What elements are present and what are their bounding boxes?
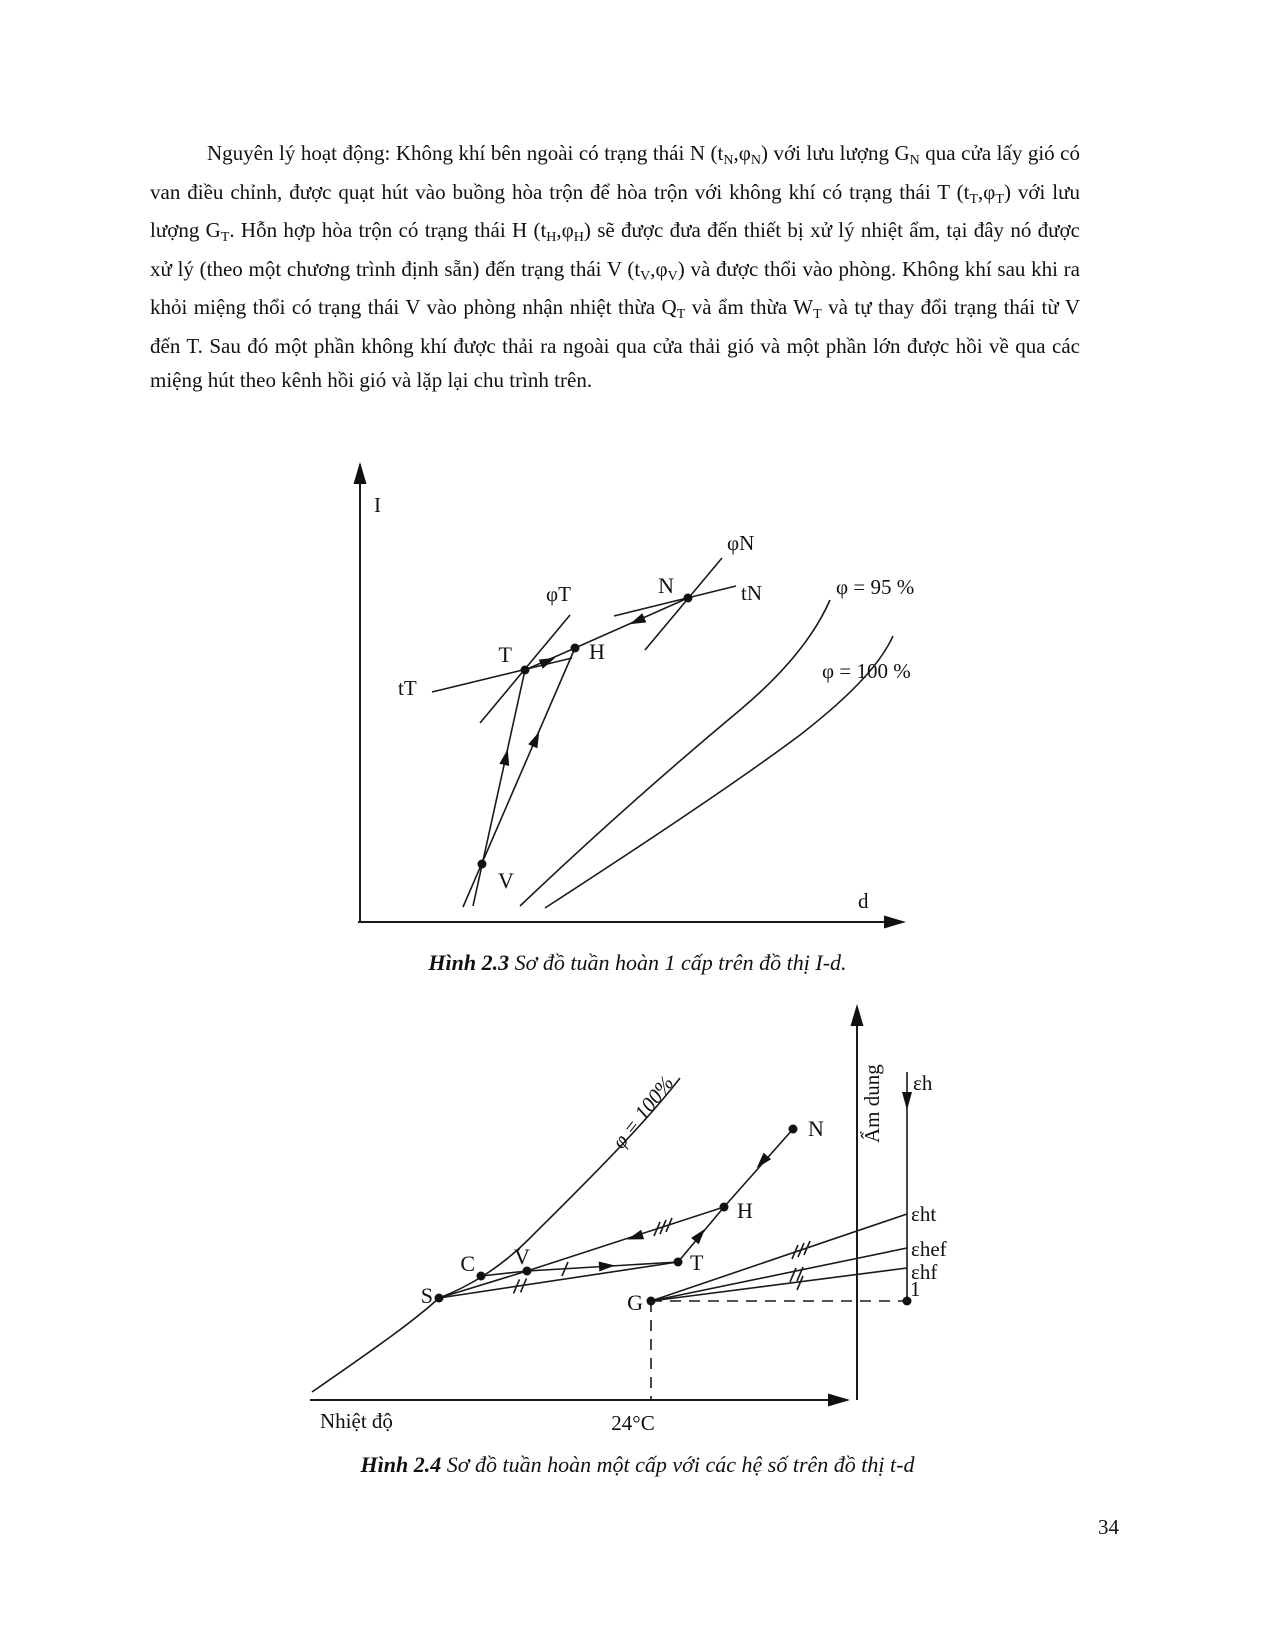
epsilon-hef-label: εhef xyxy=(911,1237,947,1261)
figure-2-3-caption xyxy=(0,950,1275,976)
paragraph-subscript: T xyxy=(220,230,230,245)
paragraph-subscript: V xyxy=(667,268,678,284)
epsilon-scale-arrow-icon xyxy=(902,1092,912,1110)
paragraph-text: . Hỗn hợp hòa trộn có trạng thái H (t xyxy=(229,218,547,242)
paragraph-subscript: T xyxy=(813,307,822,322)
figure-2-4-caption-number: Hình 2.4 xyxy=(360,1452,442,1477)
fig2-dashed-lines xyxy=(651,1301,903,1399)
paragraph-subscript: H xyxy=(546,230,557,245)
paragraph-text: ) với lưu lượng G xyxy=(760,141,910,165)
paragraph-text: ,φ xyxy=(978,179,996,204)
figure-2-4-caption xyxy=(0,1452,1275,1478)
point-v-label: V xyxy=(514,1244,530,1269)
t-n-line-label: tN xyxy=(741,581,762,605)
arrow-n-to-h-icon xyxy=(630,613,647,624)
temperature-axis-label: Nhiệt độ xyxy=(320,1409,393,1433)
figure-2-4-caption-text: Sơ đồ tuần hoàn một cấp với các hệ số trên đồ thị t-d xyxy=(441,1452,915,1477)
paragraph-subscript: V xyxy=(640,268,651,284)
humidity-axis-label: Ẩm dung xyxy=(860,1064,884,1143)
moisture-axis-label: d xyxy=(858,889,869,913)
paragraph-subscript: N xyxy=(750,153,761,168)
phi100-curve-label: φ = 100% xyxy=(607,1071,679,1154)
phi-n-line-label: φN xyxy=(727,531,755,555)
point-h-label: H xyxy=(737,1198,753,1223)
paragraph-subscript: T xyxy=(995,191,1004,207)
humidity-axis-arrow-icon xyxy=(851,1004,864,1026)
fig2-labels xyxy=(320,1064,947,1435)
figure-2-3-caption-number: Hình 2.3 xyxy=(428,950,510,975)
paragraph-text: qua cửa lấy gió có van điều chỉnh, được quạt hút vào buồng hòa trộn để hòa trộn với không khí có trạng thái T (t xyxy=(150,141,1081,204)
figure-2-4-t-d-chart xyxy=(280,985,980,1450)
epsilon-hf-label: εhf xyxy=(911,1260,938,1284)
fig1-labels xyxy=(374,493,914,913)
arrow-v-to-t-icon xyxy=(499,749,509,766)
paragraph-text: ) và được thổi vào phòng. Không khí sau khi ra khỏi miệng thổi có trạng thái V vào phòng nhận nhiệt thừa Q xyxy=(150,256,1080,319)
paragraph-text: ,φ xyxy=(733,141,751,165)
arrow-v-to-h-icon xyxy=(528,732,539,749)
temp-24c-label: 24°C xyxy=(611,1411,655,1435)
fig2-state-points xyxy=(435,1125,912,1306)
phi100-curve-label: φ = 100 % xyxy=(822,659,911,683)
temp-axis-arrow-icon xyxy=(828,1394,850,1407)
point-g-label: G xyxy=(627,1290,643,1315)
arrow-h-to-v-icon xyxy=(627,1230,644,1240)
paragraph-subscript: N xyxy=(723,153,734,168)
paragraph-text: ,φ xyxy=(650,256,668,281)
fig1-axes xyxy=(354,462,907,929)
paragraph-text: ) với lưu lượng G xyxy=(150,179,1080,242)
fig2-tick-marks xyxy=(514,1218,811,1293)
phi95-curve-label: φ = 95 % xyxy=(836,575,915,599)
point-n-label: N xyxy=(808,1116,824,1141)
point-t-label: T xyxy=(690,1250,704,1275)
paragraph-subscript: T xyxy=(969,191,979,207)
y-axis-arrow-icon xyxy=(354,462,367,484)
arrow-t-to-h-icon xyxy=(691,1229,705,1244)
page-number: 34 xyxy=(1098,1515,1119,1539)
point-v-label: V xyxy=(498,868,514,893)
paragraph-text: và ẩm thừa W xyxy=(685,295,814,319)
fig1-state-construction-lines xyxy=(432,558,736,723)
x-axis-arrow-icon xyxy=(884,916,906,929)
point-n-label: N xyxy=(658,573,674,598)
figure-2-3-caption-text: Sơ đồ tuần hoàn 1 cấp trên đồ thị I-d. xyxy=(509,950,847,975)
fig2-axes xyxy=(310,1004,864,1407)
point-t-label: T xyxy=(498,642,512,667)
point-1-label: 1 xyxy=(910,1277,921,1301)
fig1-state-points xyxy=(478,594,693,869)
point-c-label: C xyxy=(460,1251,475,1276)
epsilon-ht-label: εht xyxy=(911,1202,937,1226)
paragraph-subscript: H xyxy=(573,230,584,245)
body-paragraph xyxy=(150,136,1080,398)
paragraph-subscript: T xyxy=(676,307,686,322)
enthalpy-axis-label: I xyxy=(374,493,381,517)
point-s-label: S xyxy=(420,1283,433,1308)
paragraph-subscript: N xyxy=(909,153,920,168)
paragraph-text: Nguyên lý hoạt động: Không khí bên ngoài có trạng thái N (t xyxy=(207,141,724,165)
t-t-line-label: tT xyxy=(398,676,417,700)
point-h-label: H xyxy=(589,639,605,664)
phi-t-line-label: φT xyxy=(546,582,571,606)
epsilon-h-label: εh xyxy=(913,1071,933,1095)
paragraph-text: ) sẽ được đưa đến thiết bị xử lý nhiệt ẩm, tại đây nó được xử lý (theo một chương trình định sẵn) đến trạng thái V (t xyxy=(150,218,1080,281)
figure-2-3-i-d-chart xyxy=(330,450,990,950)
paragraph-text: ,φ xyxy=(556,218,574,242)
paragraph-text: và tự thay đổi trạng thái từ V đến T. Sau đó một phần không khí được thải ra ngoài qua cửa thải gió và một phần lớn được hồi về qua các miệng hút theo kênh hồi gió và lặp lại chu trình trên. xyxy=(150,295,1080,392)
